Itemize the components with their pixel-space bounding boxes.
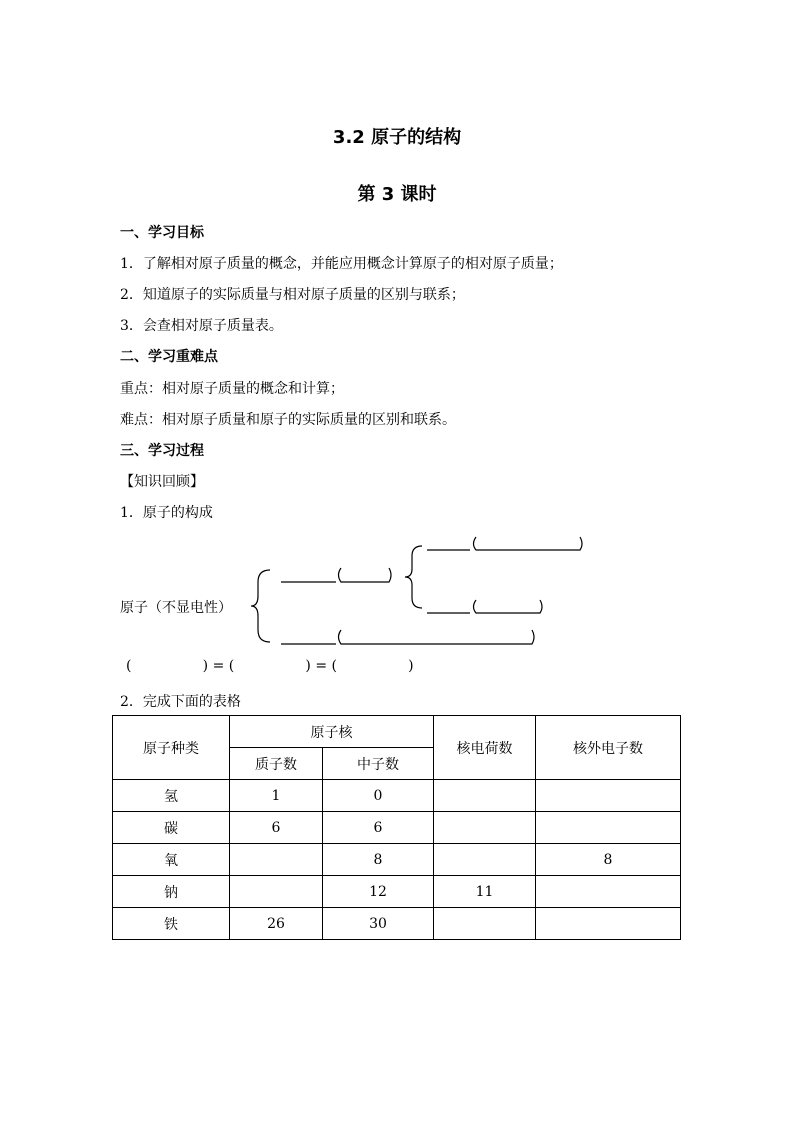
cell-atom: 钠 <box>113 876 230 908</box>
header-electrons: 核外电子数 <box>536 716 681 780</box>
cell-neutrons[interactable]: 8 <box>323 844 434 876</box>
header-nuclear-charge: 核电荷数 <box>434 716 536 780</box>
cell-atom: 铁 <box>113 908 230 940</box>
cell-charge[interactable] <box>434 812 536 844</box>
cell-atom: 氢 <box>113 780 230 812</box>
header-nucleus: 原子核 <box>230 716 434 748</box>
header-atom-type: 原子种类 <box>113 716 230 780</box>
mass-relation-equation: ( ) = ( ) = ( ) <box>126 658 414 674</box>
right-brace <box>405 546 422 608</box>
left-brace <box>251 570 270 642</box>
cell-electrons[interactable]: 8 <box>536 844 681 876</box>
cell-electrons[interactable] <box>536 908 681 940</box>
cell-neutrons[interactable]: 12 <box>323 876 434 908</box>
cell-charge[interactable] <box>434 780 536 812</box>
table-row <box>113 844 681 876</box>
section-heading-process: 三、学习过程 <box>120 443 204 459</box>
cell-atom: 氧 <box>113 844 230 876</box>
cell-electrons[interactable] <box>536 780 681 812</box>
cell-protons[interactable]: 1 <box>230 780 323 812</box>
cell-atom: 碳 <box>113 812 230 844</box>
objective-item: 1．了解相对原子质量的概念，并能应用概念计算原子的相对原子质量； <box>120 256 563 272</box>
cell-neutrons[interactable]: 0 <box>323 780 434 812</box>
header-neutrons: 中子数 <box>323 748 434 780</box>
question-2: 2．完成下面的表格 <box>120 694 241 710</box>
table-row <box>113 876 681 908</box>
cell-charge[interactable] <box>434 844 536 876</box>
section-heading-key-points: 二、学习重难点 <box>120 349 218 365</box>
cell-neutrons[interactable]: 30 <box>323 908 434 940</box>
cell-protons[interactable] <box>230 844 323 876</box>
difficult-point-text: 难点：相对原子质量和原子的实际质量的区别和联系。 <box>120 412 456 428</box>
key-point-text: 重点：相对原子质量的概念和计算； <box>120 381 344 397</box>
objective-item: 2．知道原子的实际质量与相对原子质量的区别与联系； <box>120 287 465 303</box>
review-label: 【知识回顾】 <box>120 474 204 490</box>
table-row <box>113 908 681 940</box>
table-row <box>113 780 681 812</box>
cell-protons[interactable] <box>230 876 323 908</box>
cell-electrons[interactable] <box>536 812 681 844</box>
objective-item: 3．会查相对原子质量表。 <box>120 318 283 334</box>
diagram-root-label: 原子（不显电性） <box>120 600 232 616</box>
paren-blank <box>339 568 392 582</box>
section-heading-objectives: 一、学习目标 <box>120 225 204 241</box>
atom-table <box>112 715 681 940</box>
cell-charge[interactable]: 11 <box>434 876 536 908</box>
cell-neutrons[interactable]: 6 <box>323 812 434 844</box>
paren-blank <box>474 600 543 613</box>
cell-charge[interactable] <box>434 908 536 940</box>
paren-blank <box>474 537 583 550</box>
paren-blank <box>339 630 535 644</box>
lesson-subtitle: 第 3 课时 <box>357 184 437 205</box>
page-title: 3.2 原子的结构 <box>332 127 462 148</box>
cell-protons[interactable]: 6 <box>230 812 323 844</box>
cell-electrons[interactable] <box>536 876 681 908</box>
header-protons: 质子数 <box>230 748 323 780</box>
table-row <box>113 812 681 844</box>
question-1: 1．原子的构成 <box>120 505 213 521</box>
cell-protons[interactable]: 26 <box>230 908 323 940</box>
